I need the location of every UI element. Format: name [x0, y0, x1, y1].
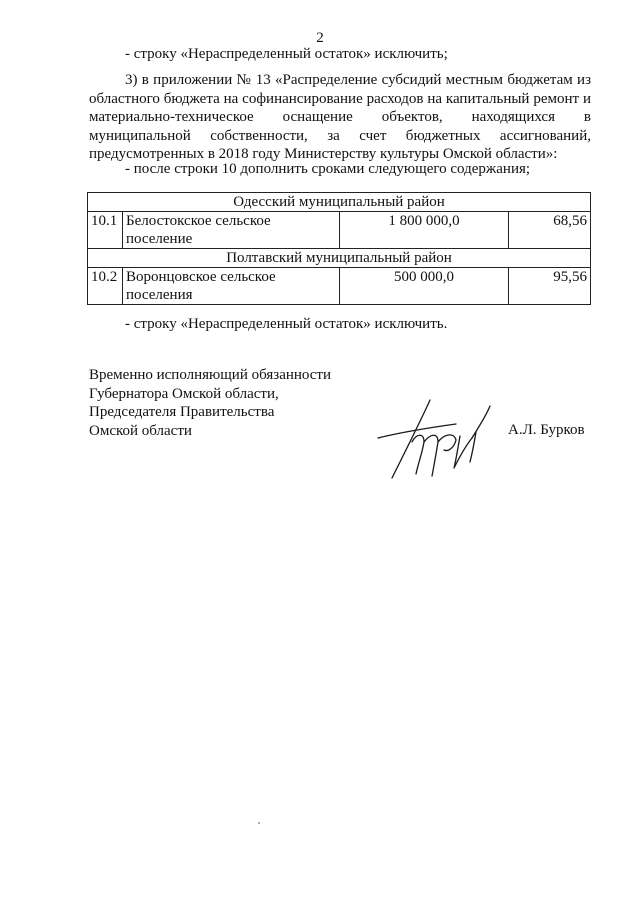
row-number-cell: 10.1: [88, 212, 123, 249]
subsidy-table: [87, 192, 591, 305]
position-line: Председателя Правительства: [89, 404, 275, 420]
scan-speck: [258, 822, 260, 824]
item-3-paragraph: 3) в приложении № 13 «Распределение субсидий местным бюджетам из областного бюджета на софинансирование расходов на капитальный ремонт и материально-техническое оснащение объектов, находящихся в муниципальной собственности, за счет бюджетных ассигнований, предусмотренных в 2018 году Министерству культуры Омской области»:: [89, 72, 591, 163]
after-row-line: - после строки 10 дополнить сроками следующего содержания;: [125, 161, 531, 177]
page-number: 2: [316, 30, 324, 46]
position-line: Временно исполняющий обязанности: [89, 367, 332, 383]
amount-cell: 1 800 000,0: [340, 212, 509, 249]
amount-cell: 500 000,0: [340, 268, 509, 305]
signatory-position: [89, 366, 331, 440]
row-number-cell: 10.2: [88, 268, 123, 305]
percent-cell: 95,56: [509, 268, 591, 305]
handwritten-signature: [372, 398, 497, 488]
district-row: [88, 249, 591, 268]
table-row: [88, 268, 591, 305]
remove-line-2: - строку «Нераспределенный остаток» исключить.: [125, 316, 448, 332]
district-cell: Полтавский муниципальный район: [88, 249, 591, 268]
district-row: [88, 193, 591, 212]
percent-cell: 68,56: [509, 212, 591, 249]
settlement-name-cell: Воронцовское сельское поселения: [123, 268, 340, 305]
position-line: Губернатора Омской области,: [89, 385, 279, 402]
signer-name: А.Л. Бурков: [508, 422, 585, 438]
table-row: [88, 212, 591, 249]
settlement-name-cell: Белостокское сельское поселение: [123, 212, 340, 249]
position-line: Омской области: [89, 422, 192, 439]
remove-line-1: - строку «Нераспределенный остаток» исключить;: [125, 46, 448, 62]
district-cell: Одесский муниципальный район: [88, 193, 591, 212]
